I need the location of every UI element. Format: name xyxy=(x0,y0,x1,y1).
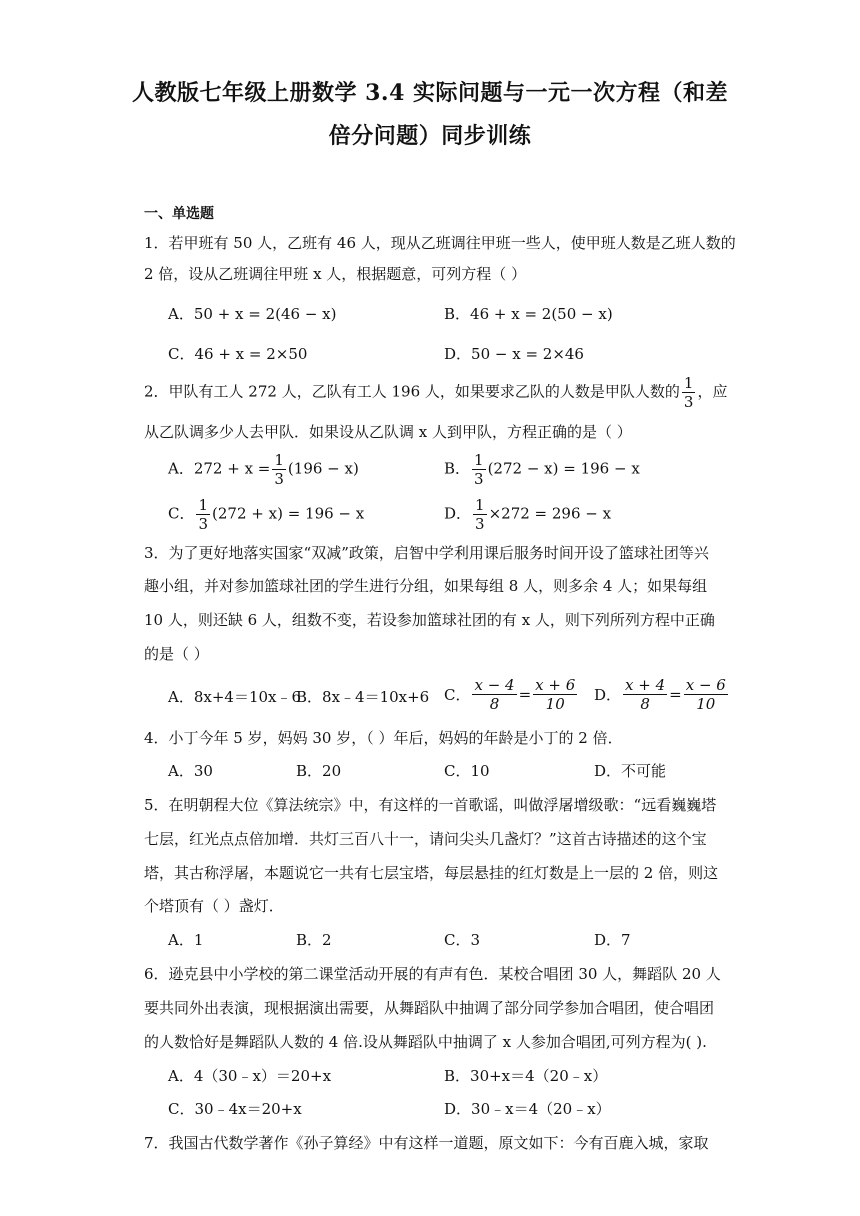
q6-line3: 的人数恰好是舞蹈队人数的 4 倍.设从舞蹈队中抽调了 x 人参加合唱团,可列方程为( ). xyxy=(144,1033,707,1051)
q2-line1-end: ，应 xyxy=(697,382,728,401)
q4-option-a: A．30 xyxy=(168,762,213,780)
q5-option-a: A．1 xyxy=(168,931,204,949)
q2-option-d: D． $\frac{1}{3}$ ×272 = 296 − x xyxy=(444,496,612,533)
q1-line1: 1．若甲班有 50 人，乙班有 46 人，现从乙班调往甲班一些人，使甲班人数是乙班人数的 xyxy=(144,234,736,252)
q3-option-c: C． $\frac{x - 4}{8}$ = $\frac{x + 6}{10}$ xyxy=(444,676,576,713)
section-heading: 一、单选题 xyxy=(144,206,214,222)
q5-option-d: D．7 xyxy=(594,931,631,949)
q4-line1: 4．小丁今年 5 岁，妈妈 30 岁，（ ）年后，妈妈的年龄是小丁的 2 倍． xyxy=(144,729,623,747)
q6-option-b: B．30+x＝4（20﹣x） xyxy=(444,1067,608,1085)
q2-line1 xyxy=(144,374,727,411)
q6-option-a: A．4（30﹣x）＝20+x xyxy=(168,1067,332,1085)
q5-line3: 塔，其古称浮屠，本题说它一共有七层宝塔，每层悬挂的红灯数是上一层的 2 倍，则这 xyxy=(144,864,719,882)
q2-option-c: C． $\frac{1}{3}$ (272 + x) = 196 − x xyxy=(168,496,365,533)
q2-line1-text: 2．甲队有工人 272 人，乙队有工人 196 人，如果要求乙队的人数是甲队人数的 xyxy=(144,382,680,401)
q3-line4: 的是（ ） xyxy=(144,645,209,663)
q5-line4: 个塔顶有（ ）盏灯． xyxy=(144,897,284,915)
q3-line2: 趣小组，并对参加篮球社团的学生进行分组，如果每组 8 人，则多余 4 人；如果每组 xyxy=(144,577,708,595)
page-title-line2: 倍分问题）同步训练 xyxy=(328,123,532,149)
q1-line2: 2 倍，设从乙班调往甲班 x 人，根据题意，可列方程（ ） xyxy=(144,265,527,283)
q1-option-d: D．50 − x = 2×46 xyxy=(444,345,584,363)
q6-option-c: C．30﹣4x＝20+x xyxy=(168,1100,302,1118)
q2-option-a: A．272 + x = $\frac{1}{3}$ (196 − x) xyxy=(168,451,359,488)
q5-line2: 七层，红光点点倍加增．共灯三百八十一，请问尖头几盏灯？”这首古诗描述的这个宝 xyxy=(144,830,707,848)
q2-option-b: B． $\frac{1}{3}$ (272 − x) = 196 − x xyxy=(444,451,640,488)
q3-line1: 3．为了更好地落实国家“双减”政策，启智中学利用课后服务时间开设了篮球社团等兴 xyxy=(144,544,709,562)
q3-option-a: A．8x+4＝10x﹣6 xyxy=(168,688,302,706)
q6-option-d: D．30﹣x＝4（20﹣x） xyxy=(444,1100,611,1118)
page-title-line1: 人教版七年级上册数学 3.4 实际问题与一元一次方程（和差 xyxy=(131,80,729,106)
q7-line1: 7．我国古代数学著作《孙子算经》中有这样一道题，原文如下：今有百鹿入城，家取 xyxy=(144,1134,709,1152)
q2-fraction: $\frac{1}{3}$ xyxy=(683,374,694,411)
q3-option-b: B．8x﹣4＝10x+6 xyxy=(296,688,430,706)
q5-option-c: C．3 xyxy=(444,931,481,949)
q6-line2: 要共同外出表演，现根据演出需要，从舞蹈队中抽调了部分同学参加合唱团，使合唱团 xyxy=(144,999,715,1017)
q5-option-b: B．2 xyxy=(296,931,332,949)
q6-line1: 6．逊克县中小学校的第二课堂活动开展的有声有色．某校合唱团 30 人，舞蹈队 20 人 xyxy=(144,965,721,983)
q1-option-a: A．50 + x = 2(46 − x) xyxy=(168,305,337,323)
q1-option-c: C．46 + x = 2×50 xyxy=(168,345,308,363)
q3-line3: 10 人，则还缺 6 人，组数不变，若设参加篮球社团的有 x 人，则下列所列方程中正确 xyxy=(144,611,715,629)
q1-option-b: B．46 + x = 2(50 − x) xyxy=(444,305,613,323)
q3-option-d: D． $\frac{x + 4}{8}$ = $\frac{x - 6}{10}$ xyxy=(594,676,726,713)
q4-option-d: D．不可能 xyxy=(594,762,667,780)
q4-option-c: C．10 xyxy=(444,762,490,780)
q4-option-b: B．20 xyxy=(296,762,342,780)
q5-line1: 5．在明朝程大位《算法统宗》中，有这样的一首歌谣，叫做浮屠增级歌：“远看巍巍塔 xyxy=(144,796,717,814)
q2-line2: 从乙队调多少人去甲队．如果设从乙队调 x 人到甲队，方程正确的是（ ） xyxy=(144,423,632,441)
